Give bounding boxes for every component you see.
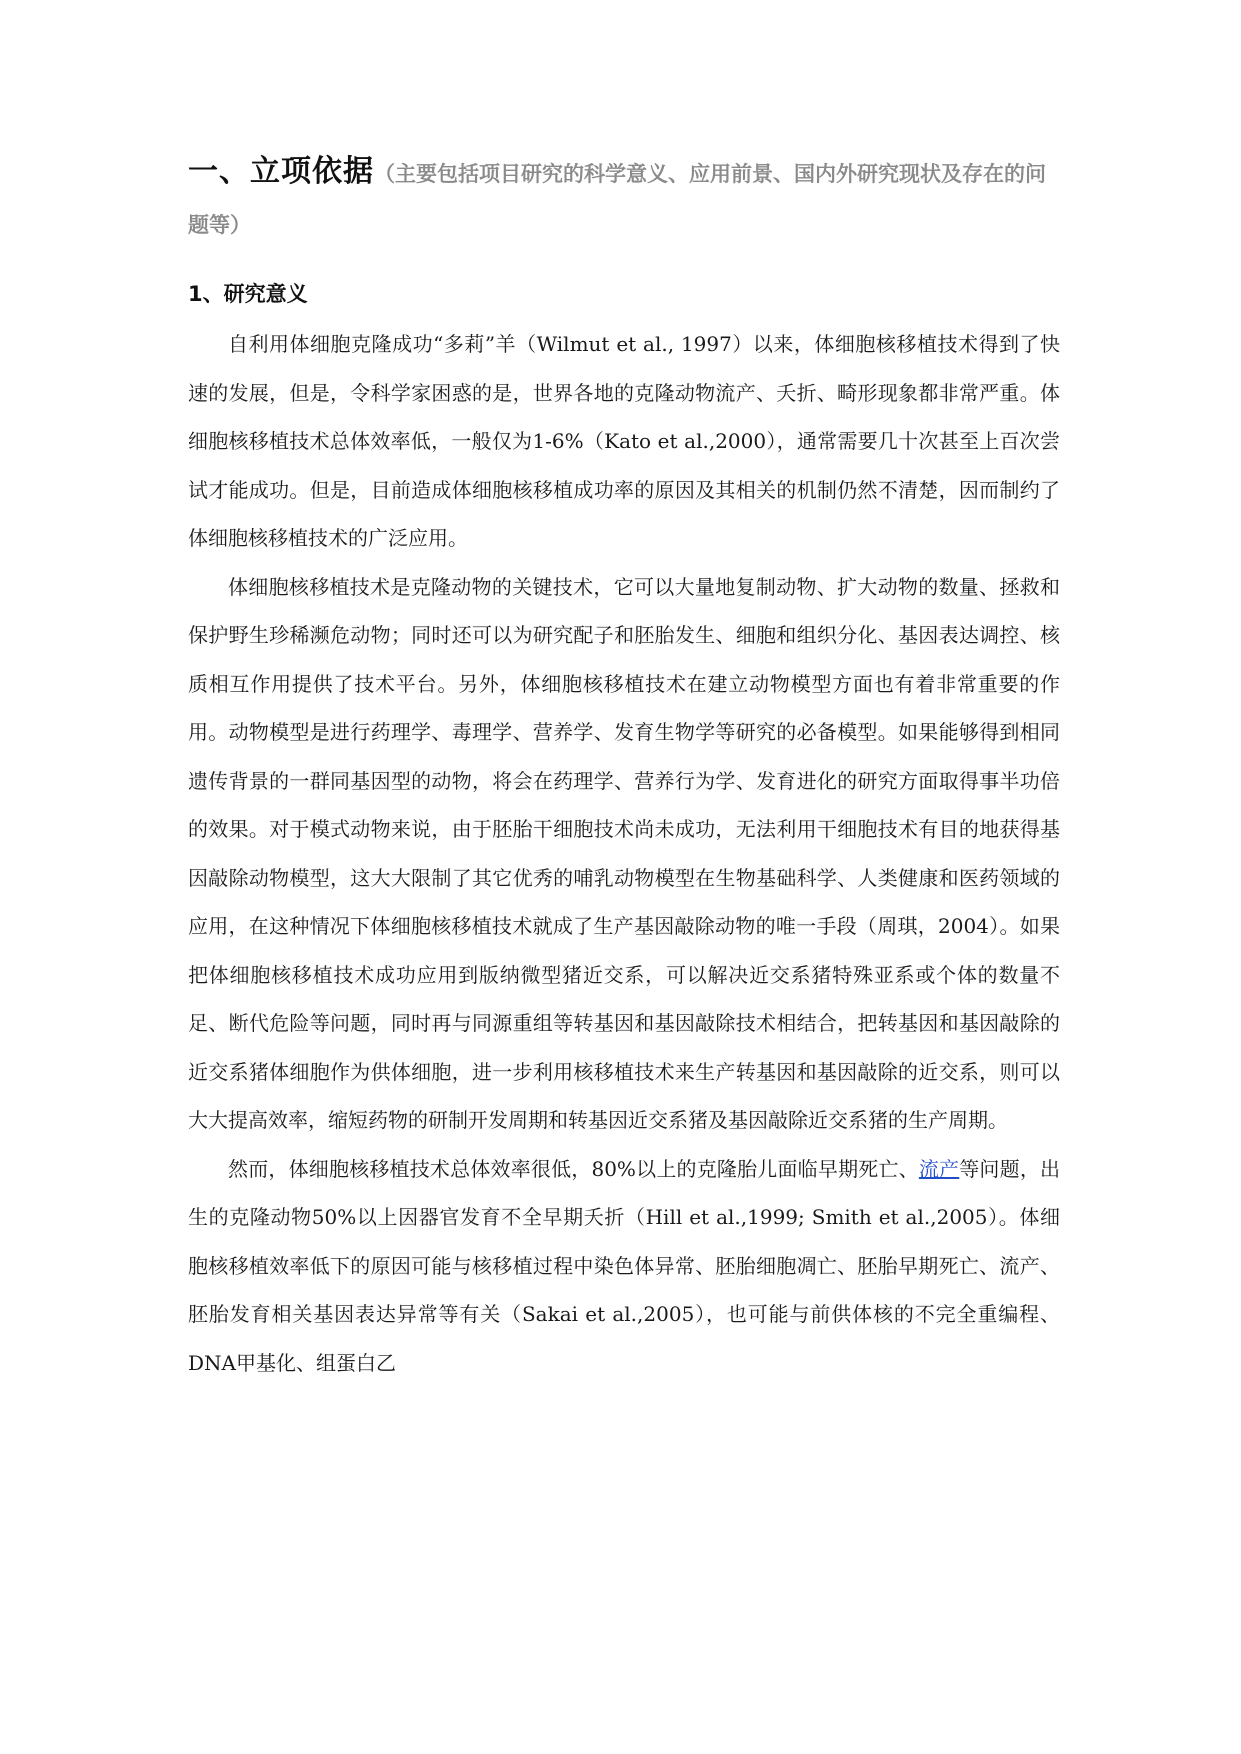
paragraph-1: 自利用体细胞克隆成功“多莉”羊（Wilmut et al., 1997）以来，体细胞核移植技术得到了快速的发展，但是，令科学家困惑的是，世界各地的克隆动物流产、夭折、畸形现象都非常严重。体细胞核移植技术总体效率低，一般仅为1-6%（Kato et al.,2000），通常需要几十次甚至上百次尝试才能成功。但是，目前造成体细胞核移植成功率的原因及其相关的机制仍然不清楚，因而制约了体细胞核移植技术的广泛应用。: [188, 332, 1060, 550]
paragraph-3-text-end: 等问题，出生的克隆动物50%以上因器官发育不全早期夭折（Hill et al.,1999; Smith et al.,2005）。体细胞核移植效率低下的原因可能与核移植过程中染色体异常、胚胎细胞凋亡、胚胎早期死亡、流产、胚胎发育相关基因表达异常等有关（Sakai et al.,2005），也可能与前供体核的不完全重编程、DNA甲基化、组蛋白乙: [188, 1156, 1061, 1375]
document-page: [188, 150, 1060, 1387]
page-heading: [188, 150, 1060, 254]
paragraph-3: [188, 1145, 1060, 1388]
heading-note: （主要包括项目研究的科学意义、应用前景、国内外研究现状及存在的问题等）: [188, 161, 1046, 237]
paragraph-2: 体细胞核移植技术是克隆动物的关键技术，它可以大量地复制动物、扩大动物的数量、拯救和保护野生珍稀濒危动物；同时还可以为研究配子和胚胎发生、细胞和组织分化、基因表达调控、核质相互作用提供了技术平台。另外，体细胞核移植技术在建立动物模型方面也有着非常重要的作用。动物模型是进行药理学、毒理学、营养学、发育生物学等研究的必备模型。如果能够得到相同遗传背景的一群同基因型的动物，将会在药理学、营养行为学、发育进化的研究方面取得事半功倍的效果。对于模式动物来说，由于胚胎干细胞技术尚未成功，无法利用干细胞技术有目的地获得基因敲除动物模型，这大大限制了其它优秀的哺乳动物模型在生物基础科学、人类健康和医药领域的应用，在这种情况下体细胞核移植技术就成了生产基因敲除动物的唯一手段（周琪，2004）。如果把体细胞核移植技术成功应用到版纳微型猪近交系，可以解决近交系猪特殊亚系或个体的数量不足、断代危险等问题，同时再与同源重组等转基因和基因敲除技术相结合，把转基因和基因敲除的近交系猪体细胞作为供体细胞，进一步利用核移植技术来生产转基因和基因敲除的近交系，则可以大大提高效率，缩短药物的研制开发周期和转基因近交系猪及基因敲除近交系猪的生产周期。: [188, 574, 1060, 1132]
paragraph-3-text-start: 然而，体细胞核移植技术总体效率很低，80%以上的克隆胎儿面临早期死亡、: [228, 1156, 919, 1181]
miscarriage-link[interactable]: 流产: [918, 1156, 960, 1181]
heading-title: 一、立项依据: [188, 154, 374, 189]
section-title-research-significance: 1、研究意义: [188, 282, 308, 306]
